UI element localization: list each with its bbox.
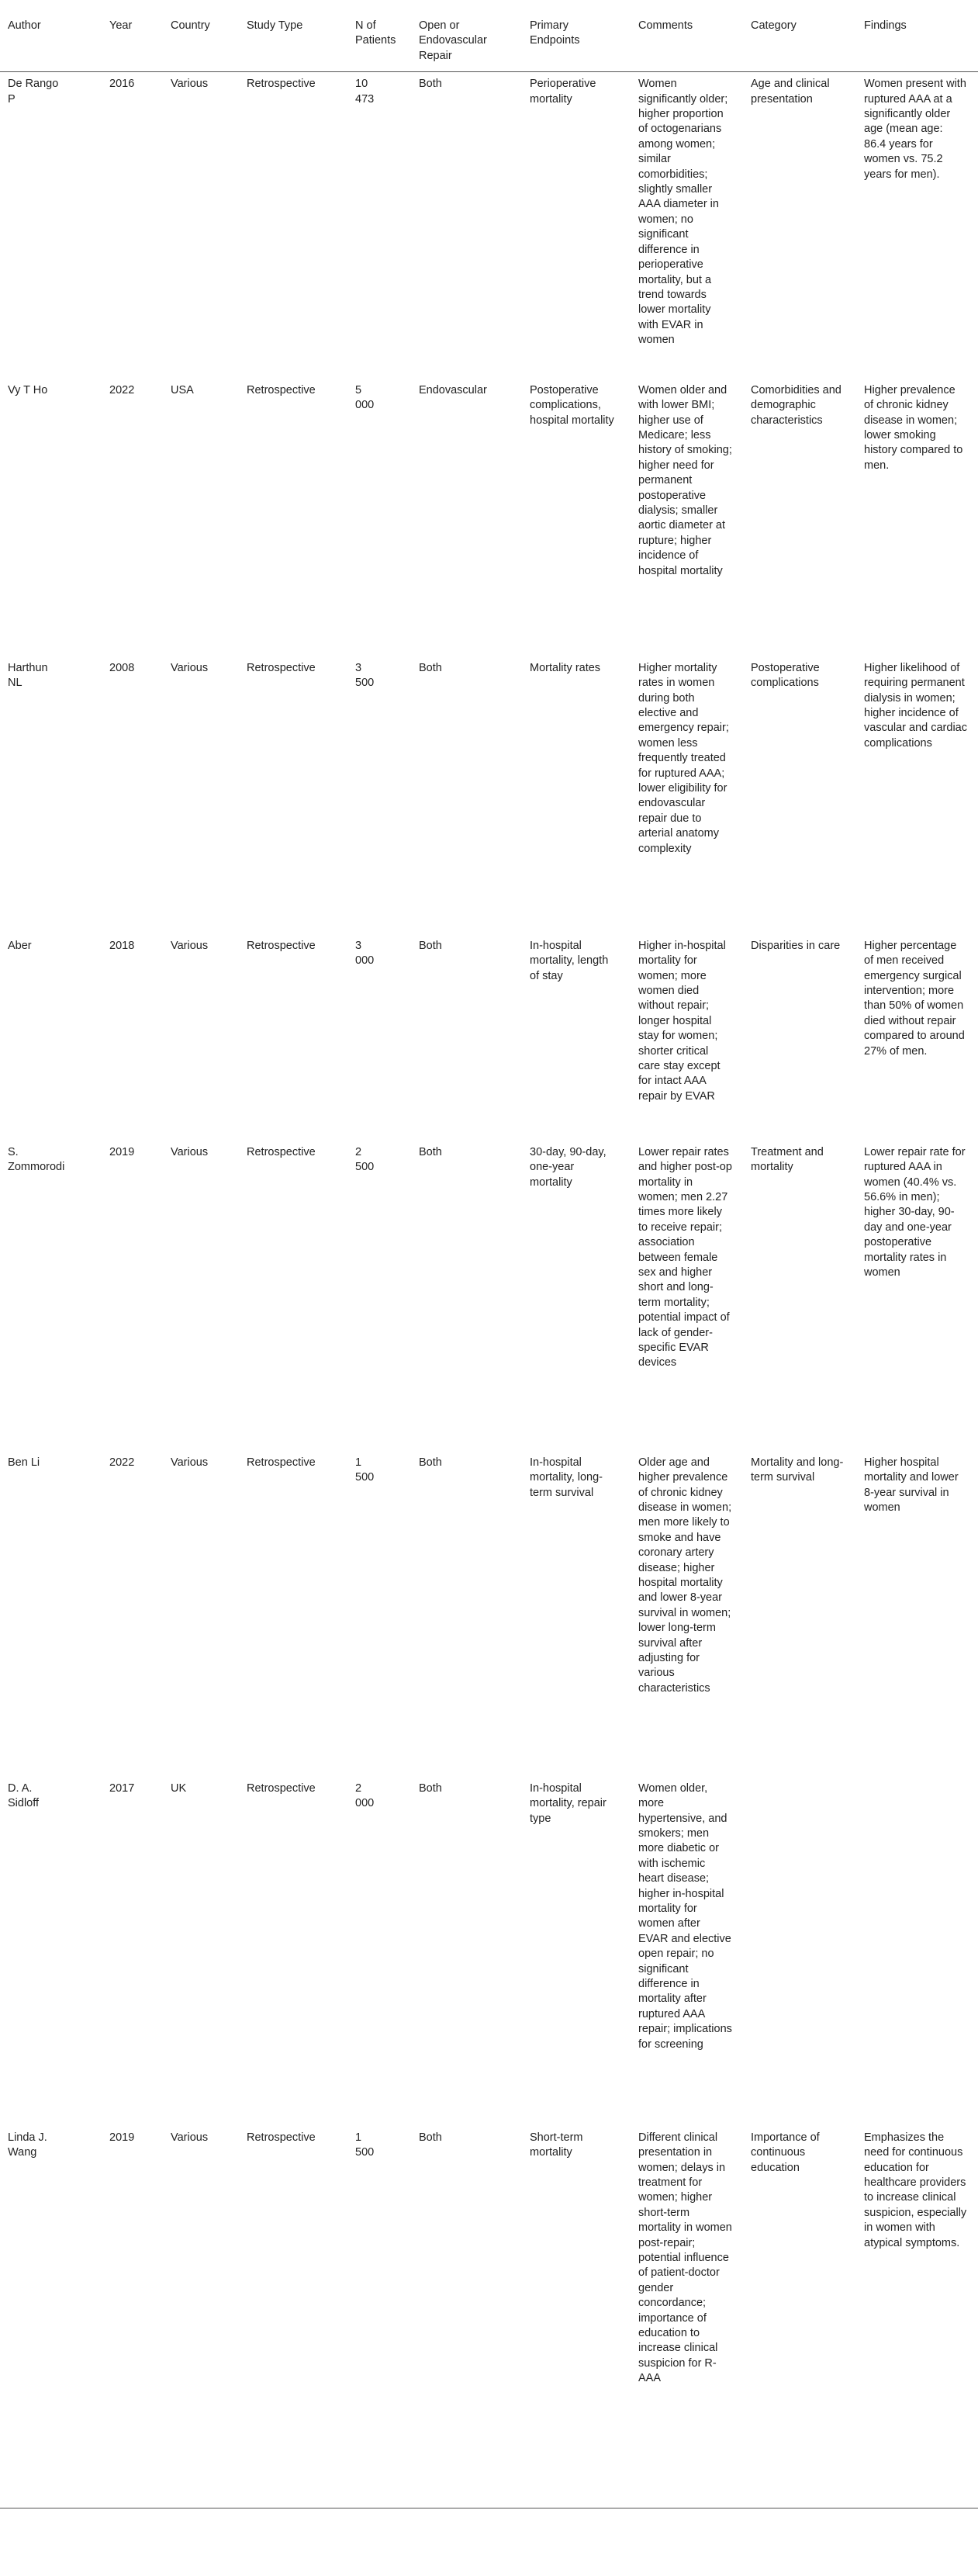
cell-category: Comorbidities and demographic characteristics	[751, 383, 841, 427]
cell-study-type: Retrospective	[247, 661, 316, 674]
header-row	[0, 6, 978, 72]
cell-endpoints: Mortality rates	[530, 661, 601, 674]
cell-country: Various	[171, 661, 209, 674]
cell-country: Various	[163, 2126, 239, 2508]
cell-country: Various	[171, 78, 209, 91]
cell-comments: Women significantly older; higher proportion of octogenarians among women; similar comorbidities; slightly smaller AAA diameter in women; no significant difference in perioperative mortality, but a trend towards lower mortality with EVAR in women	[638, 78, 728, 347]
cell-comments: Different clinical presentation in women; delays in treatment for women; higher short-term mortality in women post-repair; potential influence of patient-doctor gender concordance; importance of education to increase clinical suspicion for R-AAA	[631, 2126, 743, 2508]
cell-findings: Higher hospital mortality and lower 8-year survival in women	[864, 1456, 959, 1514]
cell-endpoints: Short-term mortality	[522, 2126, 631, 2508]
cell-repair: Both	[419, 1145, 442, 1158]
cell-endpoints: In-hospital mortality, repair type	[530, 1781, 606, 1825]
cell-findings: Lower repair rate for ruptured AAA in women (40.4% vs. 56.6% in men); higher 30-day, 90-day and one-year postoperative mortality rates in women	[864, 1145, 966, 1279]
cell-study-type: Retrospective	[247, 1456, 316, 1469]
header-year: Year	[102, 6, 163, 72]
cell-findings: Higher likelihood of requiring permanent dialysis in women; higher incidence of vascular and cardiac complications	[864, 661, 967, 750]
cell-country: Various	[171, 1145, 209, 1158]
cell-study-type: Retrospective	[247, 383, 316, 396]
table-row	[0, 934, 978, 1141]
cell-category: Age and clinical presentation	[751, 78, 830, 106]
header-study-type: Study Type	[239, 6, 347, 72]
cell-author: S. Zommorodi	[8, 1145, 65, 1174]
cell-country: Various	[171, 1456, 209, 1469]
study-comparison-table	[0, 6, 978, 2508]
cell-findings: Emphasizes the need for continuous education for healthcare providers to increase clinical suspicion, especially in women with atypical symptoms.	[856, 2126, 978, 2508]
cell-country: Various	[171, 939, 209, 952]
cell-year: 2016	[109, 78, 135, 91]
cell-category: Importance of continuous education	[743, 2126, 856, 2508]
cell-n-patients: 2 000	[355, 1781, 375, 1810]
cell-comments: Higher mortality rates in women during both elective and emergency repair; women less frequently treated for ruptured AAA; lower eligibility for endovascular repair due to arterial anatomy complexity	[638, 661, 729, 855]
header-comments: Comments	[631, 6, 743, 72]
cell-repair: Both	[411, 2126, 522, 2508]
cell-n-patients: 5 000	[355, 383, 375, 412]
cell-n-patients: 2 500	[355, 1145, 375, 1174]
cell-author: Linda J. Wang	[0, 2126, 102, 2508]
table-row	[0, 72, 978, 379]
cell-endpoints: Postoperative complications, hospital mortality	[530, 383, 614, 427]
cell-endpoints: Perioperative mortality	[530, 78, 596, 106]
table-row	[0, 1451, 978, 1777]
table-body	[0, 72, 978, 2508]
cell-comments: Women older, more hypertensive, and smokers; men more diabetic or with ischemic heart disease; higher in-hospital mortality for women after EVAR and elective open repair; no significant difference in mortality after ruptured AAA repair; implications for screening	[638, 1781, 732, 2051]
cell-study-type: Retrospective	[247, 939, 316, 952]
cell-author: Ben Li	[8, 1456, 40, 1469]
header-findings: Findings	[856, 6, 978, 72]
cell-findings	[856, 1777, 978, 2126]
table-row	[0, 1777, 978, 2126]
table-row	[0, 1141, 978, 1451]
cell-findings: Higher prevalence of chronic kidney disease in women; lower smoking history compared to men.	[864, 383, 963, 472]
cell-year: 2017	[109, 1781, 135, 1795]
cell-repair: Both	[419, 1781, 442, 1795]
cell-year: 2018	[109, 939, 135, 952]
header-endpoints: Primary Endpoints	[522, 6, 631, 72]
cell-comments: Lower repair rates and higher post-op mortality in women; men 2.27 times more likely to receive repair; association between female sex and higher short and long-term mortality; potential impact of lack of gender-specific EVAR devices	[638, 1145, 732, 1369]
cell-repair: Both	[419, 1456, 442, 1469]
cell-author: D. A. Sidloff	[8, 1781, 40, 1810]
cell-n-patients: 1 500	[347, 2126, 411, 2508]
cell-repair: Both	[419, 78, 442, 91]
cell-country: UK	[171, 1781, 187, 1795]
cell-repair: Both	[419, 661, 442, 674]
cell-comments: Older age and higher prevalence of chronic kidney disease in women; men more likely to smoke and have coronary artery disease; higher hospital mortality and lower 8-year survival in women; lower long-term survival after adjusting for various characteristics	[638, 1456, 732, 1695]
cell-repair: Endovascular	[419, 383, 487, 396]
cell-findings: Women present with ruptured AAA at a significantly older age (mean age: 86.4 years for women vs. 75.2 years for men).	[864, 78, 966, 181]
cell-endpoints: 30-day, 90-day, one-year mortality	[530, 1145, 606, 1189]
cell-year: 2022	[109, 1456, 135, 1469]
cell-study-type: Retrospective	[247, 1145, 316, 1158]
table-row	[0, 2126, 978, 2508]
cell-author: Harthun NL	[8, 661, 48, 690]
cell-author: Aber	[8, 939, 32, 952]
cell-country: USA	[171, 383, 194, 396]
cell-n-patients: 10 473	[355, 78, 375, 106]
cell-repair: Both	[419, 939, 442, 952]
cell-study-type: Retrospective	[247, 1781, 316, 1795]
header-country: Country	[163, 6, 239, 72]
cell-n-patients: 3 500	[355, 661, 375, 690]
cell-n-patients: 1 500	[355, 1456, 375, 1484]
cell-category	[743, 1777, 856, 2126]
cell-comments: Women older and with lower BMI; higher use of Medicare; less history of smoking; higher need for permanent postoperative dialysis; smaller aortic diameter at rupture; higher incidence of hospital mortality	[638, 383, 732, 577]
header-category: Category	[743, 6, 856, 72]
cell-year: 2022	[109, 383, 135, 396]
cell-author: Vy T Ho	[8, 383, 48, 396]
header-n-patients: N of Patients	[347, 6, 411, 72]
cell-endpoints: In-hospital mortality, length of stay	[530, 939, 609, 982]
cell-n-patients: 3 000	[355, 939, 375, 968]
table-row	[0, 379, 978, 656]
cell-category: Disparities in care	[751, 939, 841, 952]
cell-category: Postoperative complications	[751, 661, 820, 690]
cell-year: 2019	[102, 2126, 163, 2508]
cell-year: 2019	[109, 1145, 135, 1158]
cell-study-type: Retrospective	[247, 78, 316, 91]
header-repair: Open or Endovascular Repair	[411, 6, 522, 72]
cell-findings: Higher percentage of men received emergency surgical intervention; more than 50% of women died without repair compared to around 27% of men.	[864, 939, 965, 1058]
table-row	[0, 656, 978, 934]
cell-study-type: Retrospective	[239, 2126, 347, 2508]
cell-endpoints: In-hospital mortality, long-term survival	[530, 1456, 603, 1499]
cell-year: 2008	[109, 661, 135, 674]
cell-author: De Rango P	[8, 78, 59, 106]
table-header	[0, 6, 978, 72]
cell-category: Mortality and long-term survival	[751, 1456, 844, 1484]
cell-comments: Higher in-hospital mortality for women; more women died without repair; longer hospital stay for women; shorter critical care stay except for intact AAA repair by EVAR	[638, 939, 726, 1103]
header-author: Author	[0, 6, 102, 72]
cell-category: Treatment and mortality	[751, 1145, 824, 1174]
